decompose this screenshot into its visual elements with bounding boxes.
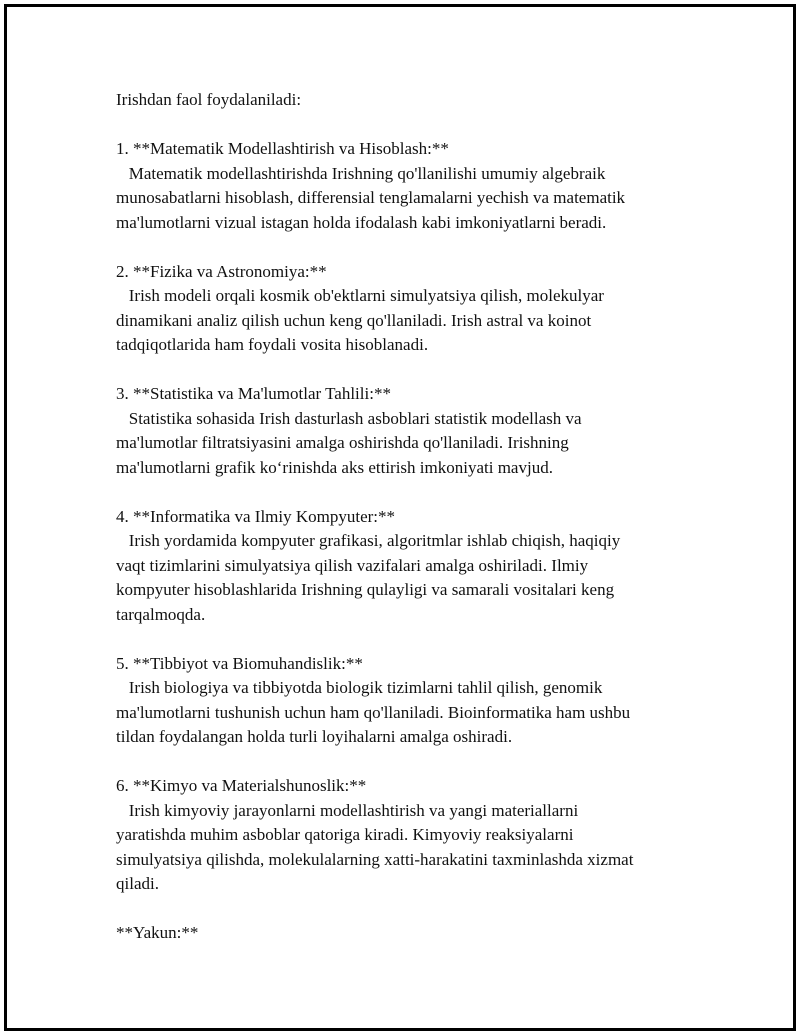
spacer	[116, 750, 716, 775]
paragraph-line: ma'lumotlarni tushunish uchun ham qo'llaniladi. Bioinformatika ham ushbu	[116, 702, 631, 722]
section-heading: 4. **Informatika va Ilmiy Kompyuter:**	[116, 506, 396, 526]
conclusion-heading: **Yakun:**	[116, 923, 199, 942]
paragraph-line: Irish kimyoviy jarayonlarni modellashtirish va yangi materiallarni	[116, 800, 579, 820]
section-2	[116, 260, 716, 358]
paragraph-line: dinamikani analiz qilish uchun keng qo'llaniladi. Irish astral va koinot	[116, 310, 592, 330]
section-6	[116, 774, 716, 897]
section-heading: 1. **Matematik Modellashtirish va Hisoblash:**	[116, 139, 449, 158]
paragraph-line: kompyuter hisoblashlarida Irishning qulayligi va samarali vositalari keng	[116, 580, 615, 599]
section-heading: 6. **Kimyo va Materialshunoslik:**	[116, 776, 367, 795]
paragraph-line: Statistika sohasida Irish dasturlash asboblari statistik modellash va	[116, 408, 582, 428]
paragraph-line: vaqt tizimlarini simulyatsiya qilish vazifalari amalga oshiriladi. Ilmiy	[116, 555, 589, 575]
spacer	[116, 627, 716, 652]
paragraph-line: tildan foydalangan holda turli loyihalarni amalga oshiradi.	[116, 727, 513, 746]
section-3	[116, 382, 716, 480]
paragraph-line: Irish yordamida kompyuter grafikasi, algoritmlar ishlab chiqish, haqiqiy	[116, 531, 621, 550]
section-1	[116, 137, 716, 235]
spacer	[116, 235, 716, 260]
intro-line: Irishdan faol foydalaniladi:	[116, 90, 302, 109]
paragraph-line: ma'lumotlar filtratsiyasini amalga oshirishda qo'llaniladi. Irishning	[116, 433, 569, 452]
paragraph-line: ma'lumotlarni vizual istagan holda ifodalash kabi imkoniyatlarni beradi.	[116, 212, 607, 232]
spacer	[116, 480, 716, 505]
paragraph-line: Irish biologiya va tibbiyotda biologik tizimlarni tahlil qilish, genomik	[116, 678, 603, 697]
paragraph-line: munosabatlarni hisoblash, differensial tenglamalarni yechish va matematik	[116, 188, 626, 207]
document-body	[116, 88, 716, 946]
spacer	[116, 897, 716, 922]
paragraph-line: tadqiqotlarida ham foydali vosita hisoblanadi.	[116, 335, 429, 354]
paragraph-line: ma'lumotlarni grafik ko‘rinishda aks ettirish imkoniyati mavjud.	[116, 457, 553, 477]
spacer	[116, 358, 716, 383]
paragraph-line: yaratishda muhim asboblar qatoriga kiradi. Kimyoviy reaksiyalarni	[116, 825, 574, 844]
paragraph-line: Irish modeli orqali kosmik ob'ektlarni simulyatsiya qilish, molekulyar	[116, 286, 604, 305]
section-heading: 3. **Statistika va Ma'lumotlar Tahlili:**	[116, 384, 391, 403]
section-4	[116, 505, 716, 628]
section-5	[116, 652, 716, 750]
section-heading: 2. **Fizika va Astronomiya:**	[116, 261, 327, 281]
section-heading: 5. **Tibbiyot va Biomuhandislik:**	[116, 653, 363, 673]
paragraph-line: simulyatsiya qilishda, molekulalarning xatti-harakatini taxminlashda xizmat	[116, 849, 634, 869]
paragraph-line: Matematik modellashtirishda Irishning qo'llanilishi umumiy algebraik	[116, 163, 606, 183]
paragraph-line: qiladi.	[116, 874, 159, 893]
spacer	[116, 113, 716, 138]
paragraph-line: tarqalmoqda.	[116, 604, 206, 624]
